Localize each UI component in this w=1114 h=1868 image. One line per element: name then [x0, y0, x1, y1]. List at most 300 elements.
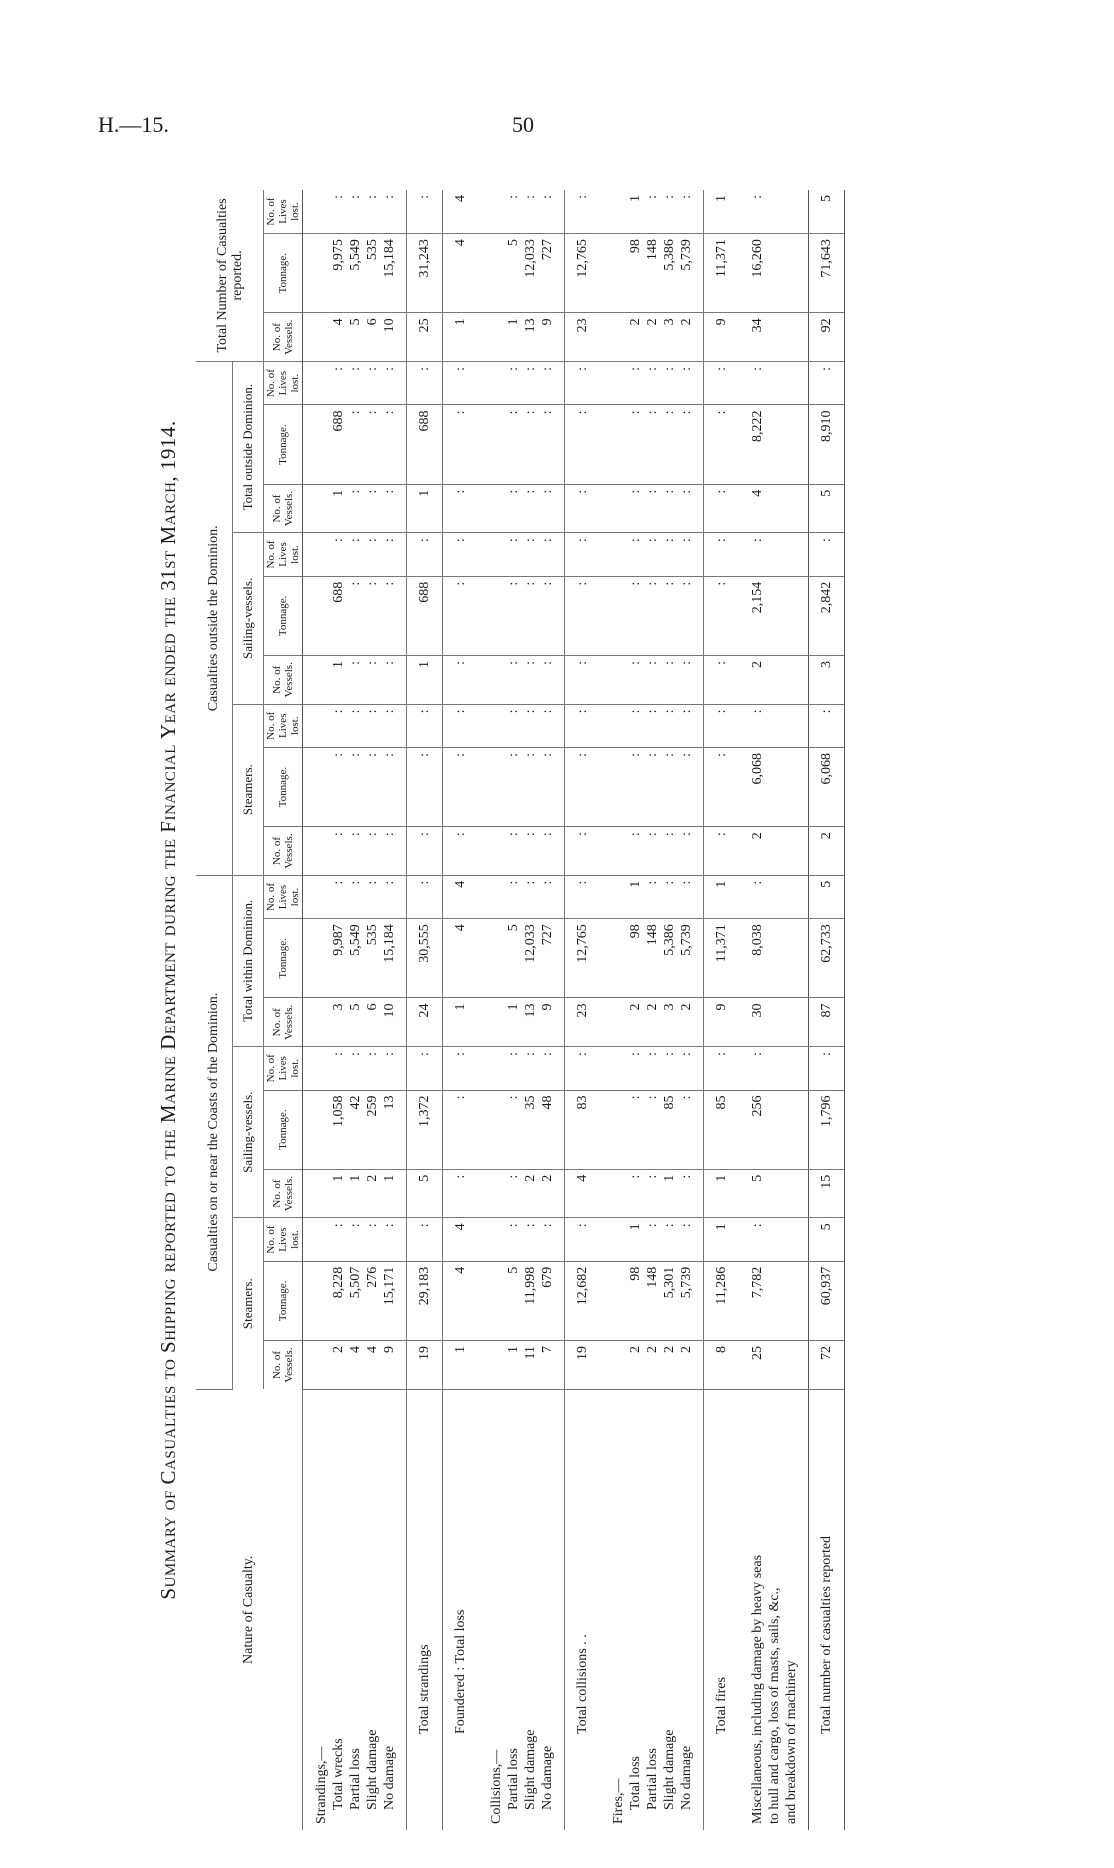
cell-value: : [662, 195, 677, 199]
table-cell [407, 234, 443, 313]
cell-value: 2 [540, 1174, 555, 1182]
table-cell [303, 1169, 407, 1218]
cell-value: 4 [750, 489, 765, 497]
cell-value: 1 [714, 1223, 729, 1231]
row-label-line: Total fires [714, 1677, 729, 1734]
cell-value: : [750, 195, 765, 199]
cell-value: 1,796 [819, 1095, 834, 1128]
table-cell [565, 576, 601, 655]
cell-value: 1 [628, 880, 643, 888]
table-cell [303, 484, 407, 533]
cell-value: : [348, 752, 363, 757]
table-cell [565, 361, 601, 405]
table-cell [600, 1090, 704, 1169]
cell-value: 5,301 [662, 1266, 677, 1299]
cell-value: 16,260 [750, 239, 765, 278]
cell-value: 3 [662, 1003, 677, 1011]
cell-spacer [488, 490, 505, 530]
cell-spacer [610, 1096, 627, 1166]
cell-spacer [488, 753, 505, 823]
cell-value: : [750, 538, 765, 543]
cell-value: : [628, 410, 643, 415]
cell-value: : [417, 1223, 432, 1228]
cell-value: : [506, 581, 521, 586]
table-cell [443, 704, 479, 747]
table-cell [565, 655, 601, 704]
cell-value: 9,987 [331, 924, 346, 956]
cell-value: : [575, 195, 590, 199]
cell-value: 72 [819, 1346, 834, 1360]
cell-value: 8,038 [750, 924, 765, 956]
cell-value: : [714, 1052, 729, 1056]
cell-value: : [365, 581, 380, 586]
cell-value: : [750, 880, 765, 885]
row-label-line: No damage [382, 1745, 397, 1810]
cell-value: : [714, 709, 729, 714]
cell-value: : [348, 489, 363, 494]
cell-spacer [610, 367, 627, 402]
table-cell [303, 998, 407, 1047]
cell-value: : [575, 366, 590, 371]
table-row [478, 190, 565, 1830]
cell-value: 13 [523, 318, 538, 333]
table-row [443, 190, 479, 1830]
cell-value: : [365, 832, 380, 837]
table-cell [704, 998, 740, 1047]
cell-value: : [575, 1223, 590, 1228]
cell-value: : [679, 1095, 694, 1100]
cell-value: 688 [417, 581, 432, 603]
cell-value: : [662, 660, 677, 665]
cell-value: : [628, 832, 643, 837]
cell-spacer [313, 410, 330, 480]
cell-value: 2 [750, 832, 765, 840]
cell-value: 1 [417, 489, 432, 497]
table-cell [704, 655, 740, 704]
table-cell [704, 1047, 740, 1090]
cell-value: : [662, 410, 677, 415]
header-total-reported: Total Number of Casualties reported. [196, 190, 264, 361]
table-cell [443, 919, 479, 998]
cell-spacer [313, 832, 330, 872]
cell-value: : [540, 581, 555, 586]
cell-value: : [662, 709, 677, 714]
cell-spacer [488, 1096, 505, 1166]
cell-value: 13 [523, 1003, 538, 1018]
cell-value: : [628, 660, 643, 665]
cell-value: : [575, 832, 590, 837]
table-cell [809, 484, 845, 533]
cell-value: : [348, 660, 363, 665]
cell-value: : [506, 880, 521, 885]
cell-value: : [382, 366, 397, 371]
row-label [809, 1389, 845, 1830]
cell-value: : [365, 1223, 380, 1228]
cell-value: : [365, 660, 380, 665]
cell-value: : [382, 581, 397, 586]
cell-spacer [610, 710, 627, 744]
table-cell [443, 313, 479, 362]
table-cell [809, 190, 845, 234]
cell-value: 4 [453, 195, 468, 202]
cell-value: 2 [523, 1174, 538, 1182]
table-cell [565, 704, 601, 747]
cell-value: 5 [348, 1003, 363, 1011]
cell-value: : [382, 195, 397, 199]
cell-value: : [679, 366, 694, 371]
cell-value: : [645, 489, 660, 494]
cell-value: 5,739 [679, 239, 694, 271]
cell-spacer [488, 710, 505, 744]
cell-spacer [313, 318, 330, 358]
row-label-line: Partial loss [645, 1748, 660, 1810]
table-cell [407, 1341, 443, 1390]
cell-value: 2 [662, 1346, 677, 1353]
cell-value: : [331, 1052, 346, 1056]
cell-value: : [645, 1174, 660, 1179]
cell-spacer [488, 832, 505, 872]
cell-value: : [523, 366, 538, 371]
cell-value: 5,386 [662, 239, 677, 271]
cell-value: : [645, 410, 660, 415]
cell-value: : [714, 538, 729, 543]
table-cell [600, 998, 704, 1047]
cell-value: : [506, 752, 521, 757]
cell-value: : [331, 195, 346, 199]
table-cell [303, 1261, 407, 1340]
header-sailing-outside: Sailing-vessels. [233, 533, 264, 704]
cell-value: 727 [540, 239, 555, 261]
rotated-table-block [150, 190, 910, 1830]
cell-value: 5,739 [679, 924, 694, 956]
cell-value: : [523, 195, 538, 199]
subheader-vessels: No. of Vessels. [264, 1341, 303, 1390]
table-cell [809, 576, 845, 655]
cell-value: 4 [453, 880, 468, 888]
cell-spacer [488, 1267, 505, 1337]
cell-value: : [453, 538, 468, 543]
cell-value: 98 [628, 924, 643, 939]
cell-value: : [714, 660, 729, 665]
cell-value: : [819, 709, 834, 714]
cell-value: 1,372 [417, 1095, 432, 1128]
row-label [600, 1389, 704, 1830]
cell-value: : [506, 1174, 521, 1179]
cell-value: 9 [714, 318, 729, 326]
cell-value: : [506, 410, 521, 415]
cell-value: 1 [714, 1174, 729, 1182]
cell-spacer [313, 924, 330, 994]
table-cell [407, 405, 443, 484]
cell-value: 2 [645, 318, 660, 326]
cell-value: 6,068 [750, 752, 765, 785]
cell-spacer [610, 1267, 627, 1337]
cell-value: : [645, 195, 660, 199]
table-cell [407, 533, 443, 576]
cell-value: : [417, 709, 432, 714]
cell-value: 15,184 [382, 924, 397, 963]
cell-value: : [714, 489, 729, 494]
cell-value: : [523, 832, 538, 837]
table-cell [478, 998, 565, 1047]
cell-value: : [540, 880, 555, 885]
cell-value: 2 [628, 1346, 643, 1353]
subheader-vessels: No. of Vessels. [264, 655, 303, 704]
table-cell [739, 1341, 809, 1390]
cell-value: 5 [417, 1174, 432, 1182]
table-cell [600, 747, 704, 826]
cell-value: : [331, 366, 346, 371]
cell-spacer [610, 1223, 627, 1257]
cell-value: : [382, 660, 397, 665]
table-row [407, 190, 443, 1830]
table-cell [809, 1341, 845, 1390]
cell-value: 2 [628, 1003, 643, 1011]
document-title [156, 190, 181, 1830]
row-label-line: Collisions,— [489, 1749, 504, 1824]
cell-spacer [488, 1004, 505, 1044]
cell-value: : [348, 880, 363, 885]
cell-value: : [540, 832, 555, 837]
table-cell [600, 1218, 704, 1261]
table-cell [704, 704, 740, 747]
cell-value: : [540, 709, 555, 714]
table-cell [565, 827, 601, 876]
cell-value: 1 [628, 195, 643, 202]
cell-value: : [453, 1052, 468, 1056]
table-cell [443, 484, 479, 533]
cell-spacer [313, 582, 330, 652]
cell-value: : [382, 410, 397, 415]
header-steamers-outside: Steamers. [233, 704, 264, 875]
cell-value: 148 [645, 1266, 660, 1288]
cell-value: 1 [506, 1003, 521, 1011]
cell-spacer [313, 661, 330, 701]
cell-value: : [348, 538, 363, 543]
cell-value: 1,058 [331, 1095, 346, 1128]
cell-value: 4 [575, 1174, 590, 1182]
cell-value: : [540, 410, 555, 415]
cell-value: 2,154 [750, 581, 765, 614]
cell-value: : [417, 195, 432, 199]
table-cell [565, 1341, 601, 1390]
cell-value: 1 [331, 489, 346, 497]
table-cell [443, 1218, 479, 1261]
table-cell [704, 827, 740, 876]
table-cell [303, 747, 407, 826]
table-cell [739, 919, 809, 998]
header-steamers-within: Steamers. [233, 1218, 264, 1389]
cell-value: 2 [628, 318, 643, 326]
table-cell [809, 1090, 845, 1169]
cell-value: : [679, 581, 694, 586]
cell-value: : [679, 660, 694, 665]
cell-value: 5,549 [348, 924, 363, 956]
subheader-tonnage: Tonnage. [264, 405, 303, 484]
cell-value: : [453, 581, 468, 586]
cell-value: : [819, 366, 834, 371]
cell-spacer [313, 538, 330, 572]
cell-value: 25 [750, 1346, 765, 1360]
cell-value: 15,171 [382, 1266, 397, 1306]
cell-value: 9 [382, 1346, 397, 1353]
cell-value: 4 [453, 1223, 468, 1231]
cell-value: 87 [819, 1003, 834, 1018]
subheader-lives: No. of Lives lost. [264, 1218, 303, 1261]
cell-spacer [610, 1052, 627, 1086]
cell-spacer [610, 195, 627, 230]
cell-value: 31,243 [417, 239, 432, 278]
cell-value: : [540, 1223, 555, 1228]
cell-value: 5,386 [662, 924, 677, 956]
cell-value: : [506, 1095, 521, 1100]
row-label-line: Total wrecks [331, 1738, 346, 1810]
table-cell [407, 1218, 443, 1261]
cell-value: 2 [645, 1003, 660, 1011]
subheader-lives: No. of Lives lost. [264, 361, 303, 405]
cell-value: 30,555 [417, 924, 432, 963]
table-cell [704, 1090, 740, 1169]
cell-value: 4 [453, 924, 468, 932]
row-label-line: Slight damage [365, 1729, 380, 1810]
table-cell [478, 576, 565, 655]
cell-value: 2 [750, 660, 765, 668]
cell-value: 5,549 [348, 239, 363, 271]
cell-value: 1 [506, 318, 521, 326]
cell-value: 12,033 [523, 924, 538, 963]
header-nature: Nature of Casualty. [196, 1389, 303, 1830]
table-cell [303, 875, 407, 919]
cell-value: 2 [645, 1346, 660, 1353]
row-label [704, 1389, 740, 1830]
cell-value: 4 [365, 1346, 380, 1353]
cell-value: : [628, 1174, 643, 1179]
cell-spacer [488, 1052, 505, 1086]
cell-value: 535 [365, 924, 380, 946]
cell-value: : [750, 1223, 765, 1228]
cell-value: : [365, 410, 380, 415]
cell-value: 9 [714, 1003, 729, 1011]
cell-value: : [417, 880, 432, 885]
cell-value: 12,682 [575, 1266, 590, 1306]
table-cell [407, 747, 443, 826]
table-cell [739, 533, 809, 576]
row-label-line: Slight damage [523, 1729, 538, 1810]
cell-value: : [348, 832, 363, 837]
cell-value: : [348, 195, 363, 199]
cell-value: : [417, 752, 432, 757]
table-cell [739, 1090, 809, 1169]
cell-value: 7 [540, 1346, 555, 1353]
table-cell [303, 190, 407, 234]
cell-spacer [610, 924, 627, 994]
cell-value: : [662, 538, 677, 543]
cell-value: 19 [575, 1346, 590, 1360]
cell-value: 5 [819, 489, 834, 497]
row-label-line: Total loss [628, 1756, 643, 1810]
cell-value: 1 [506, 1346, 521, 1353]
table-cell [478, 234, 565, 313]
cell-value: : [365, 195, 380, 199]
cell-value: 85 [714, 1095, 729, 1110]
cell-value: : [331, 538, 346, 543]
table-cell [443, 361, 479, 405]
cell-value: : [628, 489, 643, 494]
table-cell [565, 190, 601, 234]
cell-value: : [365, 709, 380, 714]
cell-value: 1 [662, 1174, 677, 1182]
table-cell [478, 1047, 565, 1090]
cell-value: : [714, 752, 729, 757]
table-cell [443, 1169, 479, 1218]
cell-spacer [610, 582, 627, 652]
table-cell [704, 313, 740, 362]
subheader-tonnage: Tonnage. [264, 234, 303, 313]
cell-value: : [714, 581, 729, 586]
cell-value: : [750, 709, 765, 714]
cell-value: 256 [750, 1095, 765, 1117]
table-row [704, 190, 740, 1830]
table-cell [600, 875, 704, 919]
cell-value: : [540, 195, 555, 199]
table-cell [478, 484, 565, 533]
table-cell [809, 533, 845, 576]
subheader-lives: No. of Lives lost. [264, 190, 303, 234]
cell-spacer [488, 924, 505, 994]
cell-value: 5,507 [348, 1266, 363, 1299]
cell-value: : [645, 660, 660, 665]
cell-value: : [348, 410, 363, 415]
table-cell [600, 1341, 704, 1390]
subheader-vessels: No. of Vessels. [264, 1169, 303, 1218]
table-cell [565, 1218, 601, 1261]
cell-value: : [523, 410, 538, 415]
cell-value: : [645, 366, 660, 371]
table-cell [407, 1261, 443, 1340]
cell-value: : [348, 1052, 363, 1056]
cell-value: : [331, 880, 346, 885]
cell-spacer [488, 881, 505, 916]
table-cell [739, 655, 809, 704]
cell-value: : [382, 880, 397, 885]
cell-value: 13 [382, 1095, 397, 1110]
cell-value: : [645, 752, 660, 757]
cell-value: : [331, 1223, 346, 1228]
table-row [565, 190, 601, 1830]
cell-value: 60,937 [819, 1266, 834, 1306]
cell-value: : [714, 410, 729, 415]
cell-spacer [610, 1175, 627, 1215]
cell-value: : [348, 366, 363, 371]
row-label-line: Partial loss [506, 1748, 521, 1810]
cell-spacer [313, 1052, 330, 1086]
table-cell [407, 1169, 443, 1218]
cell-value: : [645, 538, 660, 543]
cell-value: 5 [750, 1174, 765, 1182]
table-cell [739, 875, 809, 919]
cell-value: 7,782 [750, 1266, 765, 1299]
table-cell [704, 1341, 740, 1390]
table-cell [739, 827, 809, 876]
cell-value: : [645, 709, 660, 714]
table-cell [565, 998, 601, 1047]
cell-value: 4 [348, 1346, 363, 1353]
cell-value: 25 [417, 318, 432, 333]
cell-value: 4 [453, 239, 468, 247]
table-cell [407, 1090, 443, 1169]
cell-value: 83 [575, 1095, 590, 1110]
cell-value: : [662, 366, 677, 371]
